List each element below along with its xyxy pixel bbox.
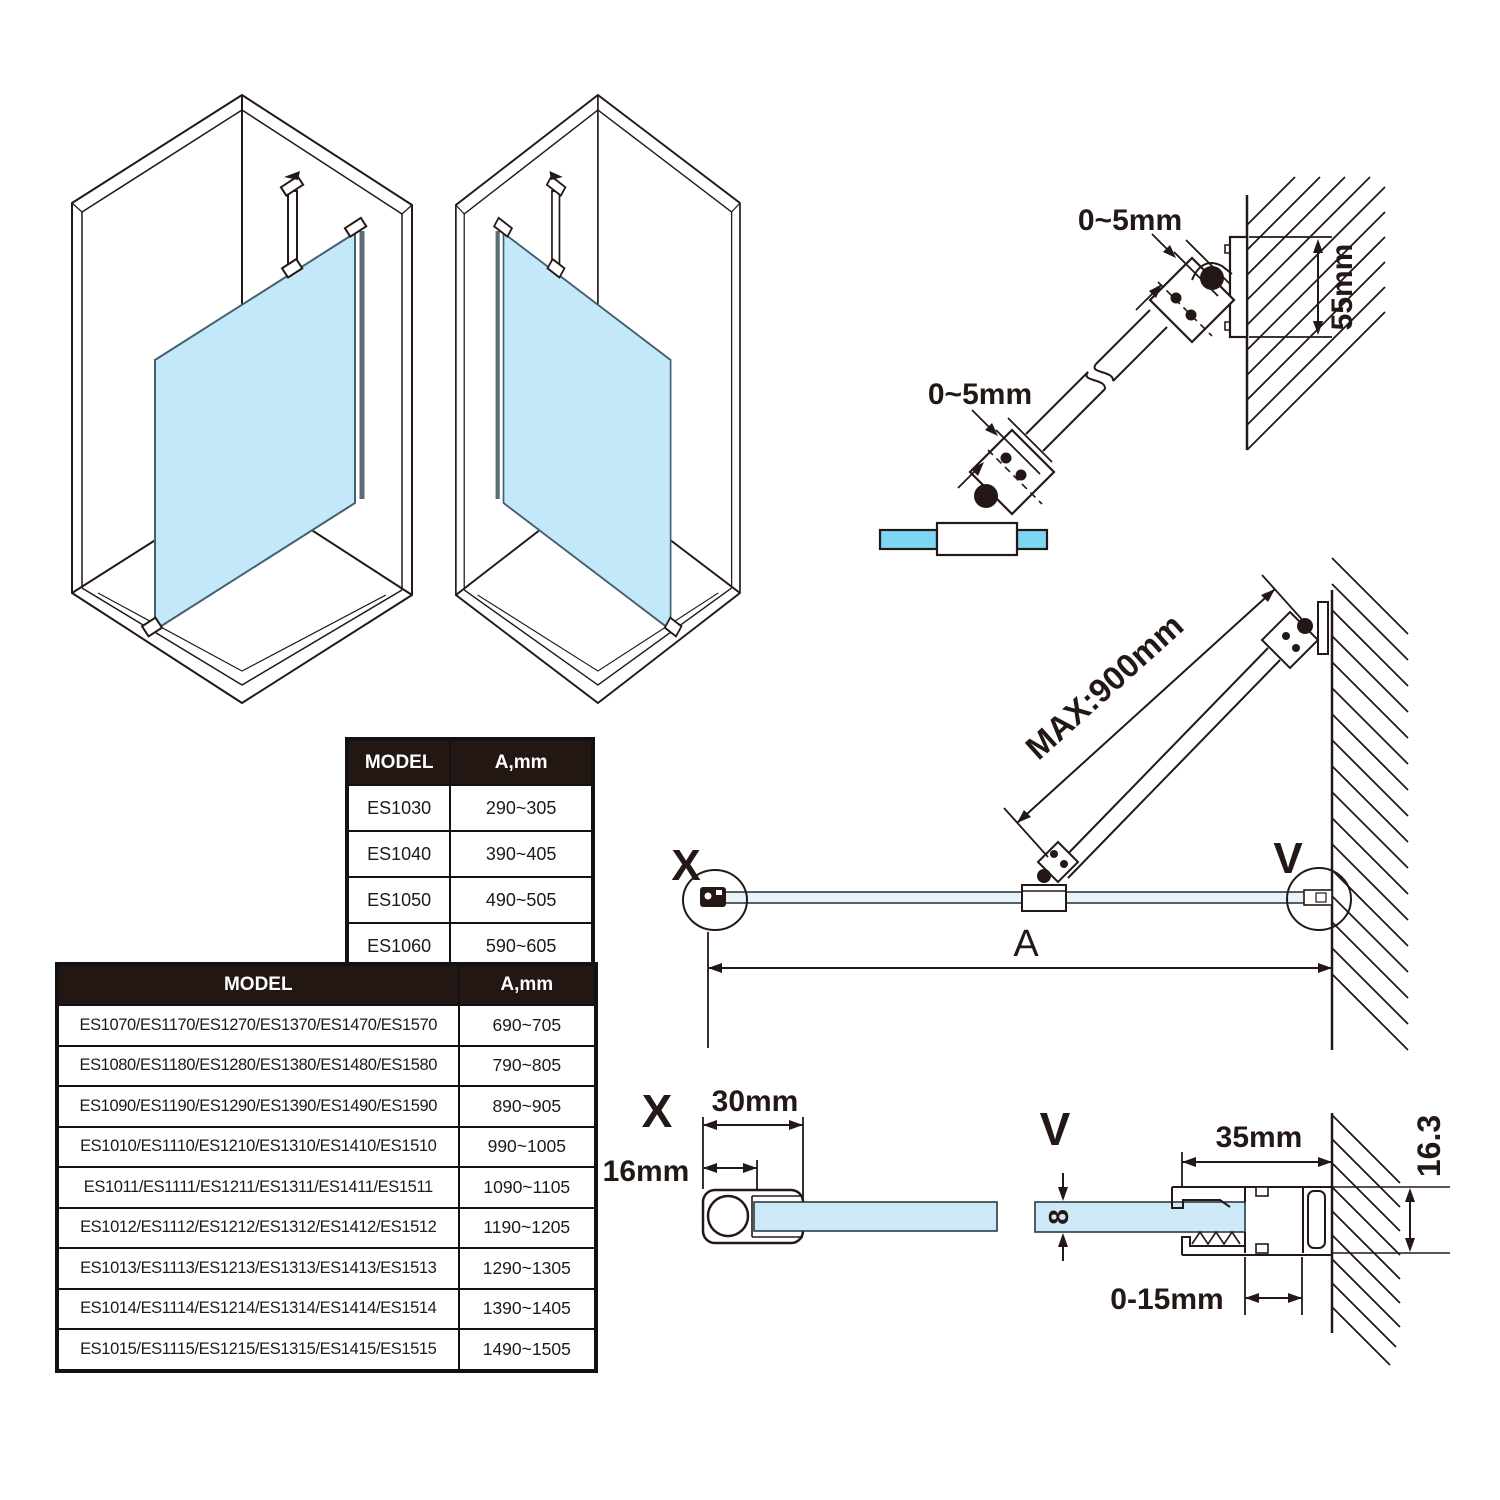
dim-label-8: 8 (1043, 1209, 1074, 1225)
dim-label-16mm: 16mm (602, 1155, 690, 1188)
dim-label-gap-bottom: 0~5mm (927, 378, 1033, 411)
iso-view-left (60, 85, 425, 710)
cell-amm: 1090~1105 (459, 1167, 596, 1208)
cell-model: ES1030 (347, 785, 450, 831)
table-row (57, 1167, 596, 1208)
col-header-amm: A,mm (450, 739, 593, 785)
wall-hatch (1247, 177, 1385, 450)
dim-55mm (1249, 237, 1359, 337)
dim-label-0-15mm: 0-15mm (1110, 1283, 1224, 1316)
callout-label-v: V (1273, 834, 1303, 883)
callout-label-x: X (671, 841, 701, 890)
cell-amm: 290~305 (450, 785, 593, 831)
cell-amm: 1490~1505 (459, 1329, 596, 1371)
cell-amm: 590~605 (450, 923, 593, 970)
dim-max900 (1004, 575, 1306, 857)
dim-30mm (703, 1085, 803, 1201)
dim-label-35mm: 35mm (1215, 1121, 1303, 1154)
detail-x (600, 1075, 1010, 1345)
wall-hatch (1332, 1113, 1400, 1365)
detail-label-x: X (641, 1085, 673, 1137)
cell-model: ES1070/ES1170/ES1270/ES1370/ES1470/ES1570 (57, 1005, 459, 1046)
cell-amm: 690~705 (459, 1005, 596, 1046)
cell-model: ES1010/ES1110/ES1210/ES1310/ES1410/ES1510 (57, 1127, 459, 1168)
dim-0-15mm (1110, 1257, 1302, 1316)
dim-label-30mm: 30mm (711, 1085, 799, 1118)
cell-amm: 390~405 (450, 831, 593, 877)
cell-amm: 1390~1405 (459, 1289, 596, 1330)
cell-amm: 1290~1305 (459, 1248, 596, 1289)
col-header-amm: A,mm (459, 964, 596, 1005)
col-header-model: MODEL (57, 964, 459, 1005)
table-header-row (347, 739, 593, 785)
table-row (347, 877, 593, 923)
cell-amm: 890~905 (459, 1086, 596, 1127)
dim-label-a: A (1013, 923, 1039, 965)
cell-amm: 1190~1205 (459, 1208, 596, 1249)
dim-a (708, 923, 1332, 1048)
table-row (57, 1005, 596, 1046)
dim-label-16-3: 16.3 (1411, 1114, 1447, 1178)
cell-model: ES1013/ES1113/ES1213/ES1313/ES1413/ES1513 (57, 1248, 459, 1289)
model-table-large (55, 962, 598, 1373)
detail-label-v: V (1039, 1103, 1071, 1155)
model-table-small (345, 737, 595, 972)
cell-model: ES1050 (347, 877, 450, 923)
dim-8 (1043, 1173, 1074, 1261)
plan-view (650, 540, 1460, 1060)
table-row (57, 1329, 596, 1371)
end-profile (703, 1190, 997, 1243)
detail-v (1030, 1075, 1470, 1405)
dim-label-55mm: 55mm (1326, 243, 1359, 331)
dim-label-max900: MAX:900mm (1018, 606, 1191, 767)
lower-clamp (970, 430, 1054, 514)
dim-label-gap-top: 0~5mm (1077, 204, 1183, 237)
cell-amm: 790~805 (459, 1046, 596, 1087)
cell-model: ES1080/ES1180/ES1280/ES1380/ES1480/ES1580 (57, 1046, 459, 1087)
cell-model: ES1012/ES1112/ES1212/ES1312/ES1412/ES1512 (57, 1208, 459, 1249)
table-row (57, 1127, 596, 1168)
wall-hatch (1332, 558, 1408, 1050)
table-row (57, 1289, 596, 1330)
cell-amm: 990~1005 (459, 1127, 596, 1168)
table-row (57, 1248, 596, 1289)
cell-model: ES1011/ES1111/ES1211/ES1311/ES1411/ES1511 (57, 1167, 459, 1208)
table-row (347, 831, 593, 877)
support-bar (1026, 310, 1167, 451)
cell-amm: 490~505 (450, 877, 593, 923)
col-header-model: MODEL (347, 739, 450, 785)
table-row (57, 1046, 596, 1087)
cell-model: ES1015/ES1115/ES1215/ES1315/ES1415/ES1515 (57, 1329, 459, 1371)
cell-model: ES1040 (347, 831, 450, 877)
glass-panel-plan (700, 885, 1332, 911)
cell-model: ES1060 (347, 923, 450, 970)
table-row (347, 785, 593, 831)
dim-35mm (1182, 1121, 1332, 1187)
glass-panel (498, 231, 671, 630)
table-row (57, 1208, 596, 1249)
wall-bracket-plate (1230, 237, 1247, 337)
table-row (57, 1086, 596, 1127)
cell-model: ES1014/ES1114/ES1214/ES1314/ES1414/ES1514 (57, 1289, 459, 1330)
glass-section (754, 1202, 997, 1231)
table-header-row (57, 964, 596, 1005)
dim-16-3 (1332, 1115, 1450, 1253)
cell-model: ES1090/ES1190/ES1290/ES1390/ES1490/ES1590 (57, 1086, 459, 1127)
glass-panel (155, 231, 362, 630)
